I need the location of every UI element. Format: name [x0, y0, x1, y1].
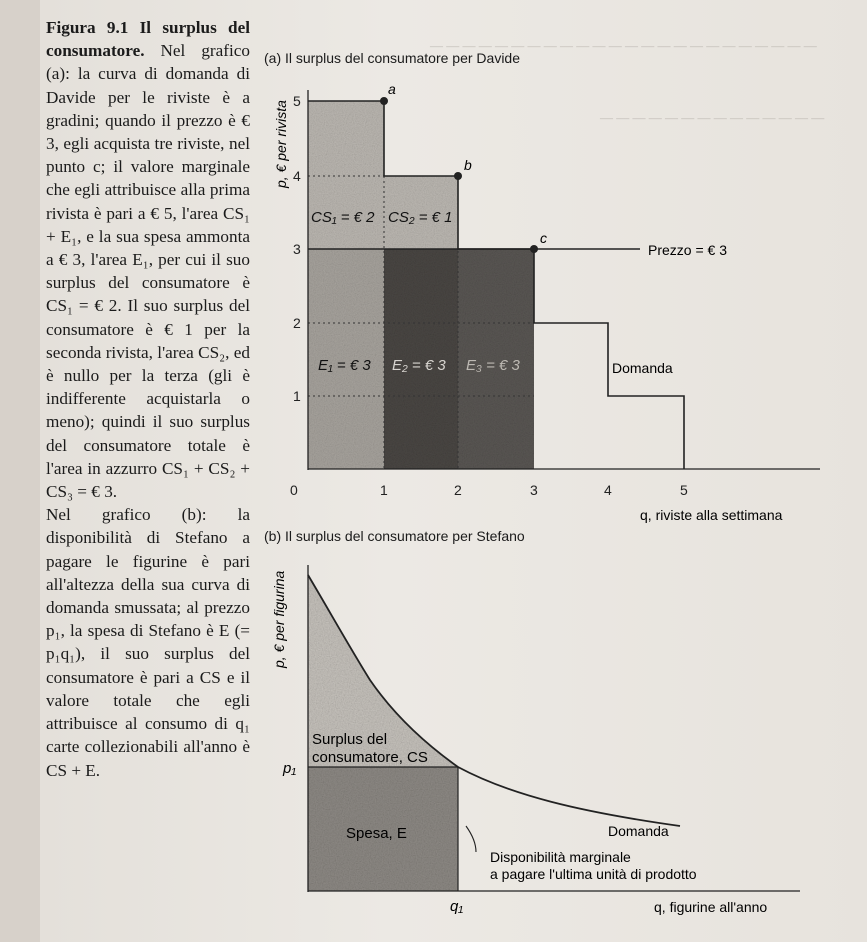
- point-b-label: b: [464, 157, 472, 173]
- y-tick: 2: [293, 315, 301, 331]
- demand-label-b: Domanda: [608, 823, 669, 839]
- bleed-through-text: — — — — — — — — — — — — — — — — — — — — — — — —: [430, 38, 817, 53]
- cs-label-line1: Surplus del: [312, 731, 388, 748]
- point-a-label: a: [388, 81, 396, 97]
- chart-b-title: (b) Il surplus del consumatore per Stefano: [264, 528, 525, 544]
- e3-label: E₃ = € 3: [466, 357, 520, 374]
- caption-paragraph-b: Nel grafico (b): la disponibilità di Stefano a pagare le figurine è pari all'altezza della sua curva di domanda smussata; al prezzo p₁, la spesa di Stefano è E (= p₁q₁), il suo surplus del consumatore è pari a CS e il valore totale che egli attribuisce al consumo di q₁ carte collezionabili all'anno è CS + E.: [46, 505, 250, 780]
- chart-b-ylabel: p, € per figurina: [271, 570, 287, 668]
- chart-a-ylabel: p, € per rivista: [273, 100, 289, 188]
- spending-label: Spesa, E: [346, 825, 407, 842]
- chart-a-title: (a) Il surplus del consumatore per Davide: [264, 50, 521, 66]
- e1-label: E₁ = € 3: [318, 357, 371, 374]
- marginal-label-line1: Disponibilità marginale: [490, 849, 631, 865]
- x-tick: 5: [680, 482, 688, 498]
- y-tick: 1: [293, 388, 301, 404]
- e2-label: E₂ = € 3: [392, 357, 446, 374]
- caption-paragraph-a: Nel grafico (a): la curva di domanda di Davide per le riviste è a gradini; quando il prezzo è € 3, egli acquista tre riviste, nel punto c; il valore marginale che egli attribuisce alla prima rivista è pari a € 5, l'area CS₁ + E₁, e la sua spesa ammonta a € 3, l'area E₁, per cui il suo surplus del consumatore è CS₁ = € 2. Il suo surplus del consumatore è € 1 per la seconda rivista, l'area CS₂, ed è nullo per la terza (gli è indifferente acquistarla o meno); quindi il suo surplus del consumatore totale è l'area in azzurro CS₁ + CS₂ + CS₃ = € 3.: [46, 41, 250, 502]
- x-tick: 4: [604, 482, 612, 498]
- y-tick: 5: [293, 93, 301, 109]
- y-tick: 4: [293, 168, 301, 184]
- point-c-label: c: [540, 230, 547, 246]
- cs-label-line2: consumatore, CS: [312, 749, 428, 766]
- x-tick: 2: [454, 482, 462, 498]
- chart-b-xlabel: q, figurine all'anno: [654, 899, 768, 915]
- demand-label-a: Domanda: [612, 360, 673, 376]
- chart-a-xlabel: q, riviste alla settimana: [640, 507, 783, 523]
- y-tick: 3: [293, 241, 301, 257]
- bleed-through-text: — — — — — — — — — — — — — —: [600, 110, 825, 125]
- q1-label: q₁: [450, 898, 464, 915]
- x-tick: 3: [530, 482, 538, 498]
- marginal-label-line2: a pagare l'ultima unità di prodotto: [490, 866, 697, 882]
- cs1-label: CS₁ = € 2: [311, 209, 375, 226]
- x-tick: 1: [380, 482, 388, 498]
- price-label: Prezzo = € 3: [648, 242, 727, 258]
- p1-label: p₁: [283, 760, 297, 777]
- caption-title: Figura 9.1 Il surplus del consumatore.: [46, 18, 250, 61]
- cs2-label: CS₂ = € 1: [388, 209, 453, 226]
- bracket: [466, 826, 476, 852]
- x-tick: 0: [290, 482, 298, 498]
